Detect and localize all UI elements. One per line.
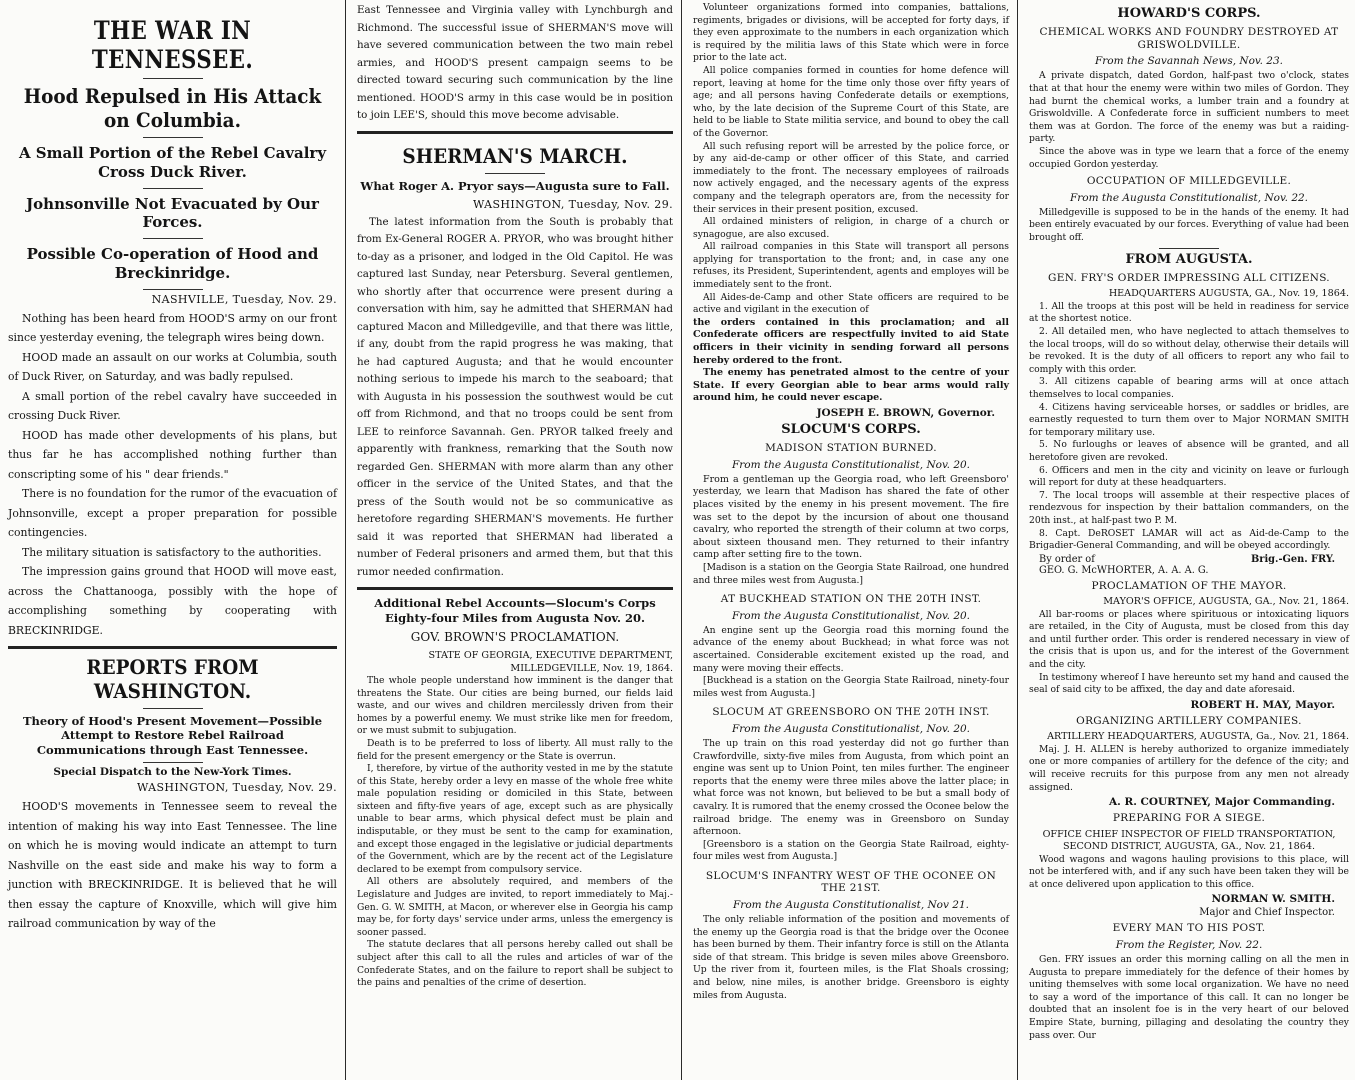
- paragraph: In testimony whereof I have hereunto set my hand and caused the seal of said city to be affixed, the day and date aforesaid.: [1029, 671, 1349, 696]
- order-heading: ARTILLERY HEADQUARTERS, AUGUSTA, Ga., Nov. 21, 1864.: [1047, 731, 1349, 743]
- column-3: [681, 0, 1017, 1080]
- paragraph: Milledgeville is supposed to be in the hands of the enemy. It had been entirely evacuated by our forces. Everything of value had been brought off.: [1029, 206, 1349, 243]
- headline-howards-corps: HOWARD'S CORPS.: [1117, 6, 1261, 21]
- paragraph: the orders contained in this proclamation; and all Confederate officers are respectfully invited to aid State officers in their vicinity in sending forward all persons hereby ordered to the front.: [693, 316, 1009, 366]
- order-item: 7. The local troops will assemble at their respective places of rendezvous for inspection by their battalion commanders, on the 20th inst., at half-past two P. M.: [1029, 489, 1349, 526]
- column-2: [345, 0, 681, 1080]
- dateline-nashville: NASHVILLE, Tuesday, Nov. 29.: [151, 292, 337, 306]
- paragraph: From a gentleman up the Georgia road, who left Greensboro' yesterday, we learn that Madison has shared the fate of other places visited by the enemy in his present movement. The fire was set to the depot by the incursion of about one thousand cavalry, who reported the strength of their column at two corps, about sixteen thousand men. They returned to their infantry camp after setting fire to the town.: [693, 473, 1009, 561]
- headline-shermans-march: SHERMAN'S MARCH.: [402, 143, 628, 168]
- subhead-milledgeville: OCCUPATION OF MILLEDGEVILLE.: [1086, 175, 1292, 188]
- paragraph: Since the above was in type we learn that a force of the enemy occupied Gordon yesterday.: [1029, 146, 1349, 170]
- by-order-label: By order of: [1039, 553, 1095, 565]
- signature-may: ROBERT H. MAY, Mayor.: [1190, 698, 1335, 711]
- headline-reports-from-washington: REPORTS FROM WASHINGTON.: [86, 655, 259, 703]
- signature-brown: JOSEPH E. BROWN, Governor.: [816, 407, 995, 419]
- headline-war-in-tennessee: THE WAR IN TENNESSEE.: [91, 16, 254, 74]
- order-item: 4. Citizens having serviceable horses, or saddles or bridles, are earnestly requested to turn them over to Major NORMAN SMITH for temporary military use.: [1029, 401, 1349, 438]
- paragraph: All others are absolutely required, and members of the Legislature and Judges are invited, to report immediately to Maj.-Gen. G. W. SMITH, at Macon, or wherever else in Georgia his camp may be, for forty days' service under arms, unless the emergency is sooner passed.: [357, 876, 673, 938]
- source-line: From the Register, Nov. 22.: [1115, 939, 1263, 951]
- paragraph: The military situation is satisfactory to the authorities.: [22, 545, 322, 559]
- signature-smith-title: Major and Chief Inspector.: [1199, 907, 1335, 919]
- subhead-madison-burned: MADISON STATION BURNED.: [765, 442, 937, 455]
- order-heading: OFFICE CHIEF INSPECTOR OF FIELD TRANSPORTATION, SECOND DISTRICT, AUGUSTA, GA., Nov. 21, 1864.: [1042, 828, 1336, 853]
- paragraph: An engine sent up the Georgia road this morning found the advance of the enemy about Buckhead; in what force was not ascertained. Considerable excitement existed up the road, and many were moving their effects.: [693, 624, 1009, 674]
- order-heading: HEADQUARTERS AUGUSTA, GA., Nov. 19, 1864.: [1108, 288, 1349, 300]
- signature-mcwhorter: GEO. G. McWHORTER, A. A. A. G.: [1039, 564, 1209, 576]
- source-line: From the Augusta Constitutionalist, Nov. 22.: [1069, 191, 1309, 204]
- subhead-buckhead: AT BUCKHEAD STATION ON THE 20TH INST.: [720, 593, 982, 606]
- paragraph: The impression gains ground that HOOD will move east, across the Chattanooga, possibly with the hope of accomplishing something by cooperating with BRECKINRIDGE.: [8, 565, 337, 637]
- paragraph: HOOD made an assault on our works at Columbia, south of Duck River, on Saturday, and was badly repulsed.: [8, 350, 337, 383]
- subhead-gen-fry-order: GEN. FRY'S ORDER IMPRESSING ALL CITIZENS.: [1048, 271, 1330, 284]
- paragraph: HOOD'S movements in Tennessee seem to reveal the intention of making his way into East Tennessee. The line on which he is moving would indicate an attempt to turn Nashville on the east side and make his way to form a junction with BRECKINRIDGE. It is believed that he will then essay the capture of Knoxville, which will give him railroad communication by way of the: [8, 800, 337, 931]
- paragraph: The whole people understand how imminent is the danger that threatens the State. Our cities are being burned, our fields laid waste, and our wives and children mercilessly driven from their homes by a powerful enemy. We must strike like men for freedom, or we must submit to subjugation.: [357, 674, 673, 737]
- subhead-every-man: EVERY MAN TO HIS POST.: [1112, 922, 1266, 935]
- paragraph: Wood wagons and wagons hauling provisions to this place, will not be interfered with, and if any such have been taken they will be at once delivered upon application to this office.: [1029, 853, 1349, 890]
- paragraph: A small portion of the rebel cavalry have succeeded in crossing Duck River.: [8, 389, 337, 422]
- paragraph: All police companies formed in counties for home defence will report, leaving at home for the time only those over fifty years of age; and all persons having Confederate details or exemptions, who, by the late decision of the Supreme Court of this State, are held to be liable to State militia service, and bound to obey the call of the Governor.: [693, 64, 1009, 139]
- source-line: From the Savannah News, Nov. 23.: [1094, 55, 1283, 68]
- order-item: 3. All citizens capable of bearing arms will at once attach themselves to local companies.: [1029, 376, 1349, 400]
- subhead-rebel-cavalry: A Small Portion of the Rebel Cavalry Cross Duck River.: [18, 144, 327, 181]
- source-line: From the Augusta Constitutionalist, Nov. 20.: [731, 722, 971, 735]
- paragraph: All Aides-de-Camp and other State officers are required to be active and vigilant in the execution of: [693, 291, 1009, 316]
- paragraph: The up train on this road yesterday did not go further than Crawfordville, sixty-five miles from Augusta, from which point an engine was sent up to Union Point, ten miles further. The engineer reports that the enemy were three miles above the latter place; in what force was not known, but believed to be but a small body of cavalry. It is rumored that the enemy crossed the Oconee below the railroad bridge. The enemy was in Greensboro on Sunday afternoon.: [693, 737, 1009, 838]
- paragraph: HOOD has made other developments of his plans, but thus far he has accomplished nothing further than conscripting some of his " dear friends.": [8, 428, 337, 481]
- paragraph: [Greensboro is a station on the Georgia State Railroad, eighty-four miles west from Augusta.]: [693, 838, 1009, 863]
- paragraph: Maj. J. H. ALLEN is hereby authorized to organize immediately one or more companies of artillery for the defence of the city; and will receive recruits for this purpose from any men not already assigned.: [1029, 743, 1349, 793]
- paragraph: All bar-rooms or places where spirituous or intoxicating liquors are retailed, in the City of Augusta, must be closed from this day and until further order. This order is rendered necessary in view of the crisis that is upon us, and for the interest of the Government and the city.: [1029, 608, 1349, 671]
- order-item: 6. Officers and men in the city and vicinity on leave or furlough will report for duty at these headquarters.: [1029, 464, 1349, 489]
- subhead-theory: Theory of Hood's Present Movement—Possible Attempt to Restore Rebel Railroad Communications through East Tennessee.: [22, 714, 323, 757]
- subhead-hood-repulsed: Hood Repulsed in His Attack on Columbia.: [23, 84, 322, 132]
- paragraph: There is no foundation for the rumor of the evacuation of Johnsonville, except a proper preparation for possible contingencies.: [8, 487, 337, 539]
- paragraph: Volunteer organizations formed into companies, battalions, regiments, brigades or divisions, will be accepted for forty days, if they even approximate to the numbers in each organization which is required by the militia laws of this State which were in force prior to the late act.: [693, 2, 1009, 64]
- paragraph: All ordained ministers of religion, in charge of a church or synagogue, are also excused.: [693, 216, 1009, 240]
- headline-slocums-corps: SLOCUM'S CORPS.: [781, 422, 921, 437]
- paragraph: [Buckhead is a station on the Georgia State Railroad, ninety-four miles west from Augusta.]: [693, 675, 1009, 699]
- signature-fry: Brig.-Gen. FRY.: [1251, 553, 1335, 565]
- paragraph: Death is to be preferred to loss of liberty. All must rally to the field for the present emergency or the State is overrun.: [357, 737, 673, 762]
- subhead-chemical-works: CHEMICAL WORKS AND FOUNDRY DESTROYED AT GRISWOLDVILLE.: [1039, 26, 1339, 51]
- source-line: From the Augusta Constitutionalist, Nov. 20.: [731, 609, 971, 622]
- subhead-siege: PREPARING FOR A SIEGE.: [1112, 812, 1266, 825]
- paragraph: All such refusing report will be arrested by the police force, or by any aid-de-camp or other officer of this State, and carried immediately to the front. The necessary employees of railroads now actively engaged, and the necessary agents of the express company and the telegraph operators are, from the necessity for their services in their present position, excused.: [693, 140, 1009, 215]
- subhead-additional-accounts: Additional Rebel Accounts—Slocum's Corps Eighty-four Miles from Augusta Nov. 20.: [374, 596, 656, 625]
- subhead-mayor-proclamation: PROCLAMATION OF THE MAYOR.: [1091, 579, 1287, 592]
- order-item: 5. No furloughs or leaves of absence will be granted, and all heretofore given are revoked.: [1029, 439, 1349, 463]
- order-item: 1. All the troops at this post will be held in readiness for service at the shortest notice.: [1029, 300, 1349, 325]
- subhead-oconee: SLOCUM'S INFANTRY WEST OF THE OCONEE ON THE 21ST.: [705, 869, 997, 895]
- paragraph: A private dispatch, dated Gordon, half-past two o'clock, states that at that hour the enemy were within two miles of Gordon. They had burnt the chemical works, a lumber train and a foundry at Griswoldville. A Confederate force in sufficient numbers to meet them was at Gordon. The force of the enemy was but a raiding-party.: [1029, 70, 1349, 145]
- subhead-greensboro: SLOCUM AT GREENSBORO ON THE 20TH INST.: [712, 706, 990, 719]
- paragraph: Nothing has been heard from HOOD'S army on our front since yesterday evening, the telegraph wires being down.: [8, 311, 337, 344]
- subhead-brown-proclamation: GOV. BROWN'S PROCLAMATION.: [410, 630, 620, 645]
- column-4: [1017, 0, 1355, 1080]
- proclamation-heading: STATE OF GEORGIA, EXECUTIVE DEPARTMENT, MILLEDGEVILLE, Nov. 19, 1864.: [428, 650, 673, 674]
- order-item: 2. All detailed men, who have neglected to attach themselves to the local troops, will do so without delay, otherwise their details will be revoked. It is the duty of all officers to report any who fail to comply with this order.: [1029, 326, 1349, 375]
- source-line: From the Augusta Constitutionalist, Nov. 20.: [731, 458, 971, 471]
- proclamation-heading: MAYOR'S OFFICE, AUGUSTA, GA., Nov. 21, 1864.: [1103, 596, 1349, 608]
- signature-courtney: A. R. COURTNEY, Major Commanding.: [1109, 796, 1335, 809]
- paragraph: The latest information from the South is probably that from Ex-General ROGER A. PRYOR, who was brought hither to-day as a prisoner, and lodged in the Old Capitol. He was captured last Sunday, near Petersburg. Several gentlemen, who shortly after that occurrence were present during a conversation with him, say he admitted that SHERMAN had captured Macon and Milledgeville, and that there was little, if any, doubt from the rapid progress he was making, that he had captured Augusta; and that he would encounter nothing serious to impede his march to the seaboard; that with Augusta in his possession the southwest would be cut off from Richmond, and that no troops could be sent from LEE to reinforce Savannah. Gen. PRYOR talked freely and apparently with frankness, remarking that the South now regarded Gen. SHERMAN with more alarm than any other officer in the service of the United States, and that the press of the South would not be so communicative as heretofore regarding SHERMAN'S movements. He further said it was reported that SHERMAN had liberated a number of Federal prisoners and armed them, but that this rumor needed confirmation.: [357, 215, 673, 578]
- dateline-washington: WASHINGTON, Tuesday, Nov. 29.: [136, 781, 337, 795]
- paragraph: Gen. FRY issues an order this morning calling on all the men in Augusta to prepare immediately for the defence of their homes by uniting themselves with some local organization. We have no need to say a word of the importance of this call. It can no longer be doubted that an insolent foe is in the very heart of our beloved Empire State, burning, pillaging and desolating the country they pass over. Our: [1029, 954, 1349, 1041]
- subhead-co-operation: Possible Co-operation of Hood and Breckinridge.: [26, 245, 319, 282]
- order-item: 8. Capt. DeROSET LAMAR will act as Aid-de-Camp to the Brigadier-General Commanding, and will be obeyed accordingly.: [1029, 527, 1349, 552]
- source-line: From the Augusta Constitutionalist, Nov 21.: [733, 899, 969, 912]
- dateline-washington: WASHINGTON, Tuesday, Nov. 29.: [472, 197, 673, 211]
- paragraph: East Tennessee and Virginia valley with Lynchburgh and Richmond. The successful issue of SHERMAN'S move will have severed communication between the two main rebel armies, and HOOD'S present campaign seems to be directed toward securing such communication by the line mentioned. HOOD'S army in this case would be in position to join LEE'S, should this move become advisable.: [357, 4, 673, 121]
- headline-from-augusta: FROM AUGUSTA.: [1125, 251, 1253, 267]
- special-dispatch: Special Dispatch to the New-York Times.: [53, 766, 292, 779]
- paragraph: I, therefore, by virtue of the authority vested in me by the statute of this State, hereby order a levy en masse of the whole free white male population residing or domiciled in this State, between sixteen and fifty-five years of age, except such as are physically unable to bear arms, which physical defect must be plain and indisputable, or they must be sent to the camp for examination, and except those engaged in the legislative or judicial departments of the Government, which are by the recent act of the Legislature declared to be exempt from compulsory service.: [357, 763, 673, 875]
- paragraph: All railroad companies in this State will transport all persons applying for transportation to the front; and, in case any one refuses, its President, Superintendent, agents and employes will be immediately sent to the front.: [693, 241, 1009, 291]
- subhead-johnsonville: Johnsonville Not Evacuated by Our Forces.: [26, 194, 319, 232]
- paragraph: The statute declares that all persons hereby called out shall be subject after this call to all the rules and articles of war of the Confederate States, and on the failure to report shall be subject to the pains and penalties of the crime of desertion.: [357, 939, 673, 989]
- paragraph: The enemy has penetrated almost to the centre of your State. If every Georgian able to bear arms would rally around him, he could never escape.: [693, 367, 1009, 404]
- subhead-artillery: ORGANIZING ARTILLERY COMPANIES.: [1076, 714, 1302, 727]
- paragraph: The only reliable information of the position and movements of the enemy up the Georgia road is that the bridge over the Oconee has been burned by them. Their infantry force is still on the Atlanta side of that stream. This bridge is seven miles above Greensboro. Up the river from it, fourteen miles, is the Flat Shoals crossing; and below, nine miles, is another bridge. Greensboro is eighty miles from Augusta.: [693, 914, 1009, 1001]
- paragraph: [Madison is a station on the Georgia State Railroad, one hundred and three miles west from Augusta.]: [693, 562, 1009, 586]
- column-1: [0, 0, 345, 1080]
- signature-smith: NORMAN W. SMITH.: [1211, 893, 1335, 906]
- subhead-roger-pryor: What Roger A. Pryor says—Augusta sure to Fall.: [360, 178, 670, 193]
